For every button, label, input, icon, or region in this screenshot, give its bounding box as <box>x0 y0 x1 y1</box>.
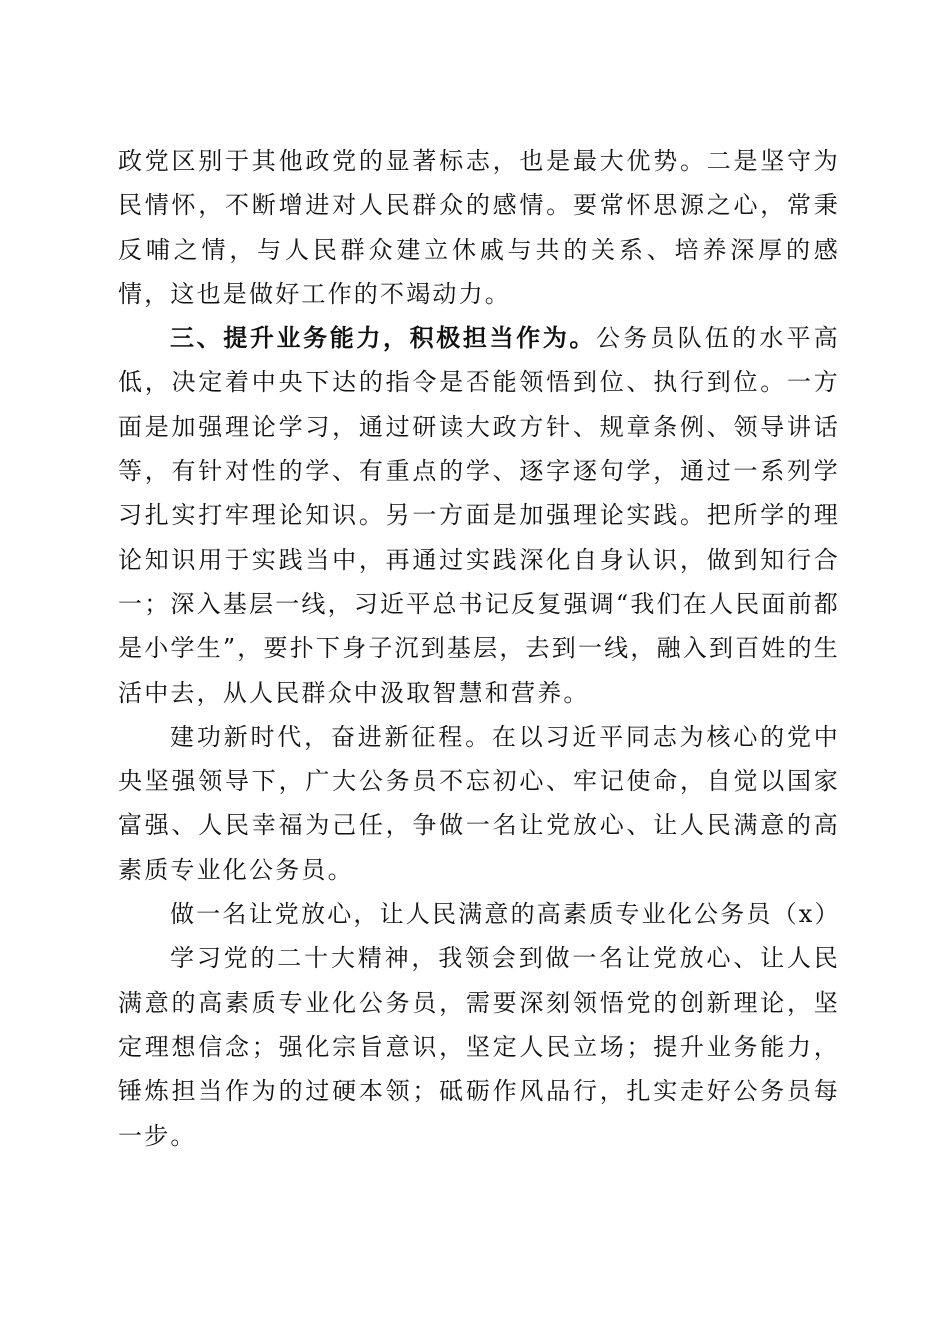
section-three-body: 公务员队伍的水平高低，决定着中央下达的指令是否能领悟到位、执行到位。一方面是加强理论学习，通过研读大政方针、规章条例、领导讲话等，有针对性的学、有重点的学、逐字逐句学，通过一系列学习扎实打牢理论知识。另一方面是加强理论实践。把所学的理论知识用于实践当中，再通过实践深化自身认识，做到知行合一；深入基层一线，习近平总书记反复强调“我们在人民面前都是小学生”，要扑下身子沉到基层，去到一线，融入到百姓的生活中去，从人民群众中汲取智慧和营养。 <box>118 324 840 707</box>
paragraph-continuation: 政党区别于其他政党的显著标志，也是最大优势。二是坚守为民情怀，不断增进对人民群众的感情。要常怀思源之心，常秉反哺之情，与人民群众建立休戚与共的关系、培养深厚的感情，这也是做好工作的不竭动力。 <box>118 147 840 308</box>
article-title: 做一名让党放心，让人民满意的高素质专业化公务员（x） <box>170 900 841 929</box>
paragraph-conclusion: 建功新时代，奋进新征程。在以习近平同志为核心的党中央坚强领导下，广大公务员不忘初心、牢记使命，自觉以国家富强、人民幸福为己任，争做一名让党放心、让人民满意的高素质专业化公务员。 <box>118 722 840 884</box>
section-heading: 三、提升业务能力，积极担当作为。 <box>170 324 596 353</box>
document-body <box>118 139 840 1158</box>
paragraph-introduction: 学习党的二十大精神，我领会到做一名让党放心、让人民满意的高素质专业化公务员，需要深刻领悟党的创新理论，坚定理想信念；强化宗旨意识，坚定人民立场；提升业务能力，锤炼担当作为的过硬本领；砥砺作风品行，扎实走好公务员每一步。 <box>118 944 840 1150</box>
paragraph-section-three <box>118 316 840 715</box>
